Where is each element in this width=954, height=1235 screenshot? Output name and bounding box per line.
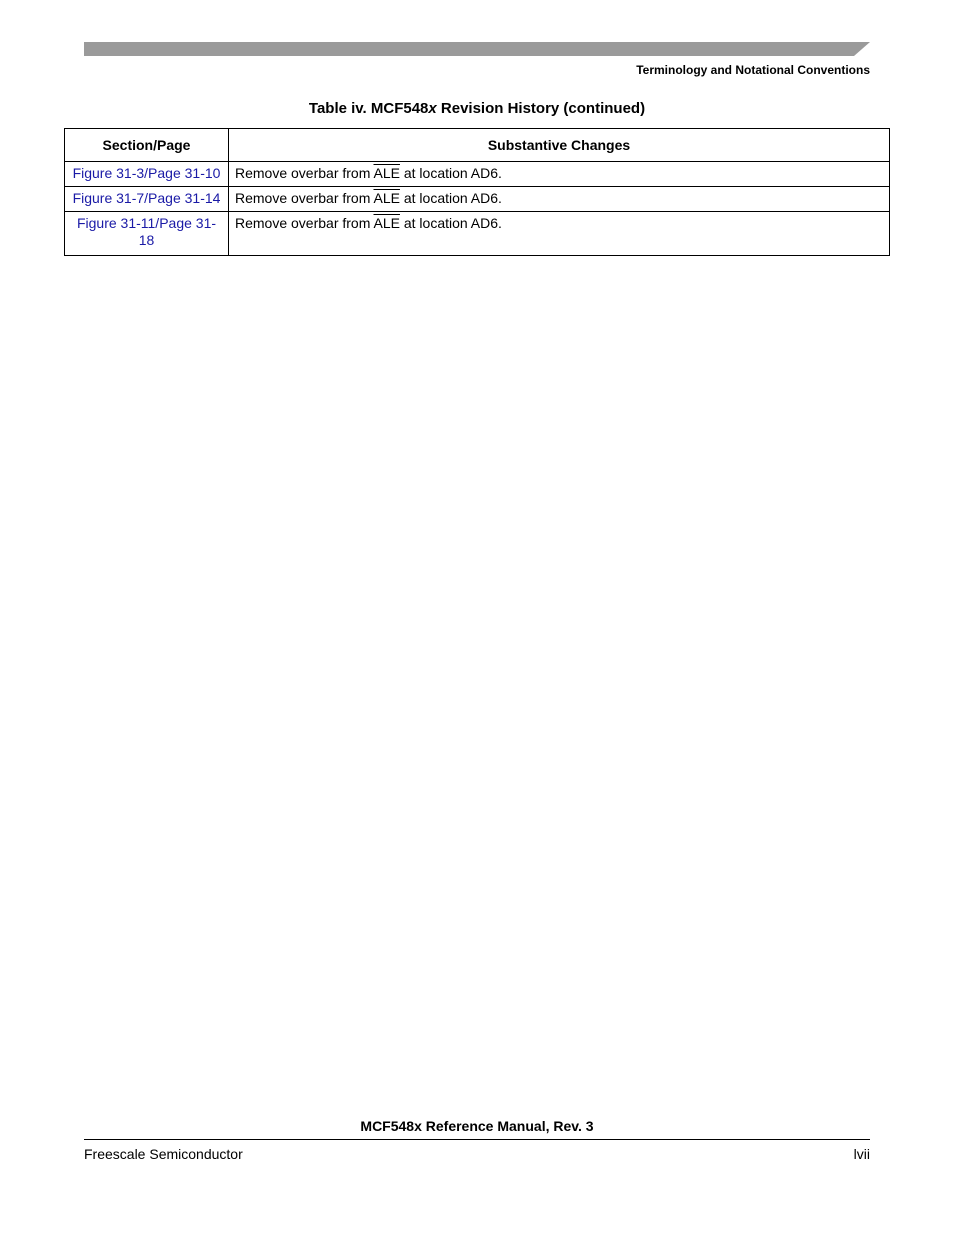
table-row: [65, 212, 890, 256]
section-cell: [65, 187, 229, 212]
section-link[interactable]: Figure 31-3/Page 31-10: [72, 165, 221, 181]
running-header: Terminology and Notational Conventions: [636, 63, 870, 77]
change-cell: [229, 212, 890, 256]
section-cell: [65, 162, 229, 187]
signal-name-overbar: $\overline{ALE}$: [373, 190, 400, 206]
caption-prefix: Table iv. MCF548: [308, 100, 429, 117]
header-banner: [84, 42, 870, 56]
table-caption: [0, 100, 954, 117]
table-header-row: [65, 129, 890, 162]
revision-history-table: [64, 128, 890, 256]
change-text-after: at location AD6.: [399, 215, 502, 231]
change-text-after: at location AD6.: [399, 165, 502, 181]
change-text-after: at location AD6.: [399, 190, 502, 206]
table-row: [65, 187, 890, 212]
footer-divider: [84, 1139, 870, 1140]
change-text-before: Remove overbar from: [235, 215, 374, 231]
caption-italic: x: [428, 100, 437, 117]
change-text-before: Remove overbar from: [235, 190, 374, 206]
change-text-before: Remove overbar from: [235, 165, 374, 181]
section-link[interactable]: Figure 31-11/Page 31-18: [76, 215, 217, 248]
column-header-changes: Substantive Changes: [229, 129, 890, 162]
section-cell: [65, 212, 229, 256]
footer-page-number: lvii: [853, 1146, 870, 1162]
table-row: [65, 162, 890, 187]
caption-suffix: Revision History (continued): [436, 100, 646, 117]
footer-company: Freescale Semiconductor: [84, 1146, 243, 1162]
signal-name-overbar: $\overline{ALE}$: [373, 165, 400, 181]
section-link[interactable]: Figure 31-7/Page 31-14: [72, 190, 221, 206]
change-cell: [229, 162, 890, 187]
footer-manual-title: MCF548x Reference Manual, Rev. 3: [360, 1118, 594, 1134]
header-banner-shape: [84, 42, 870, 56]
column-header-section: Section/Page: [65, 129, 229, 162]
signal-name-overbar: $\overline{ALE}$: [373, 215, 400, 231]
change-cell: [229, 187, 890, 212]
